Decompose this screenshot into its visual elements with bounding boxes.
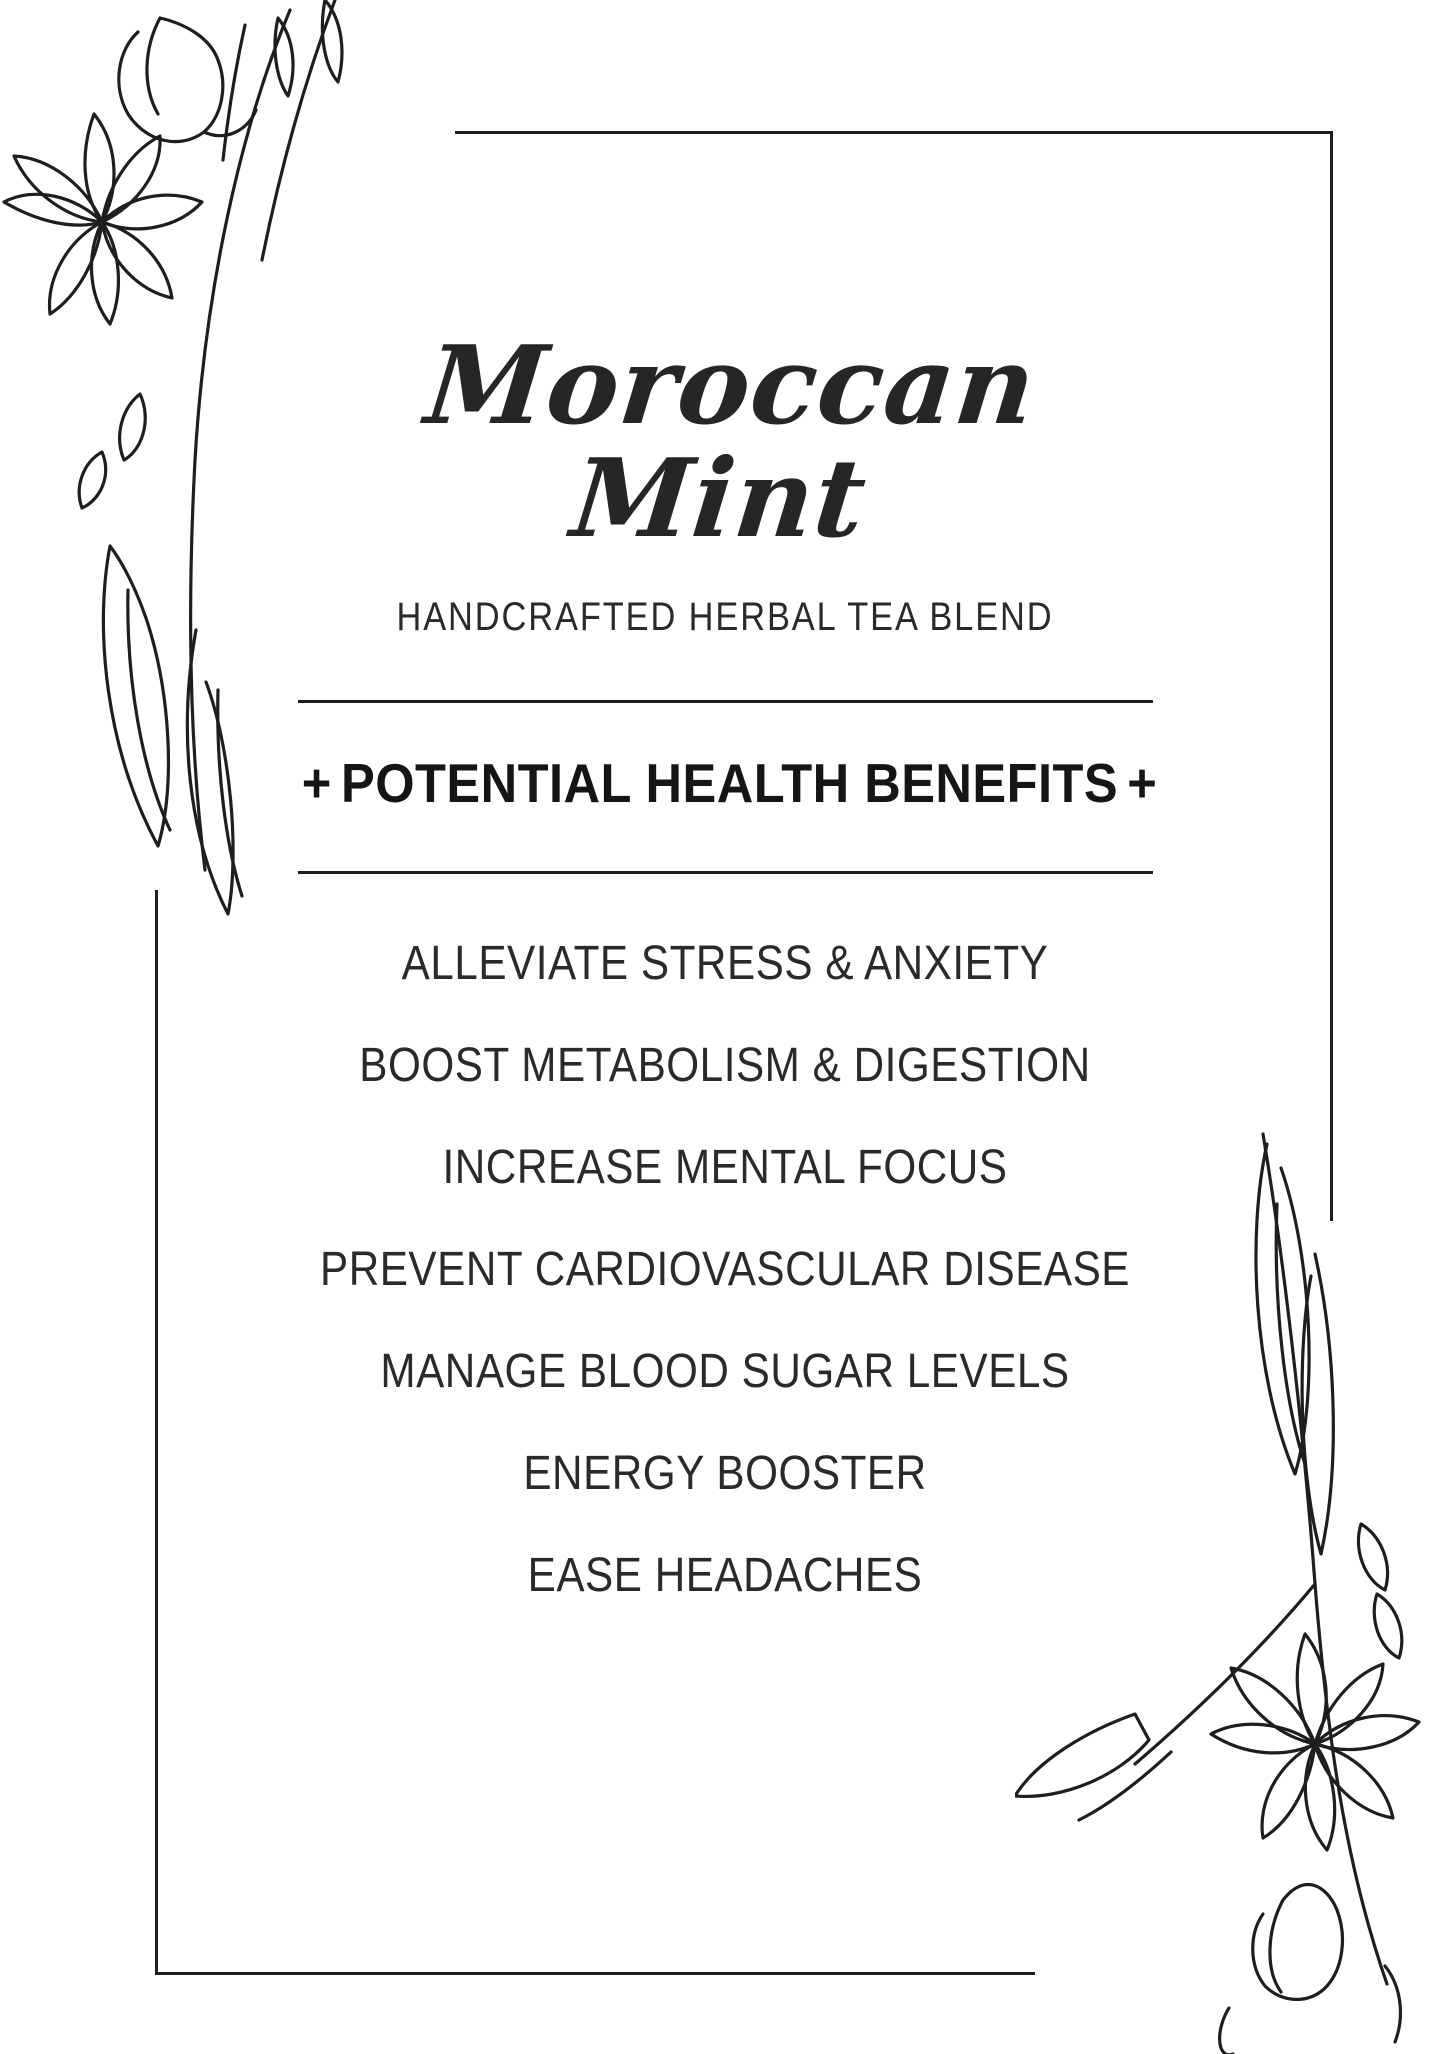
ornament-plus-left: + xyxy=(301,751,332,814)
list-item: ENERGY BOOSTER xyxy=(523,1446,927,1500)
subtitle: HANDCRAFTED HERBAL TEA BLEND xyxy=(396,594,1054,639)
list-item: EASE HEADACHES xyxy=(527,1548,923,1602)
benefits-list xyxy=(255,936,1195,1603)
divider-upper xyxy=(298,700,1153,703)
list-item: ALLEVIATE STRESS & ANXIETY xyxy=(401,936,1049,990)
list-item: MANAGE BLOOD SUGAR LEVELS xyxy=(380,1344,1070,1398)
section-heading xyxy=(293,751,1158,815)
poster-content xyxy=(255,323,1195,1603)
list-item: INCREASE MENTAL FOCUS xyxy=(442,1140,1008,1194)
divider-lower xyxy=(298,871,1153,874)
list-item: BOOST METABOLISM & DIGESTION xyxy=(359,1038,1091,1092)
ornament-plus-right: + xyxy=(1127,751,1158,814)
section-heading-label: POTENTIAL HEALTH BENEFITS xyxy=(341,751,1119,814)
page-title: Moroccan Mint xyxy=(420,323,1042,563)
list-item: PREVENT CARDIOVASCULAR DISEASE xyxy=(319,1242,1131,1296)
